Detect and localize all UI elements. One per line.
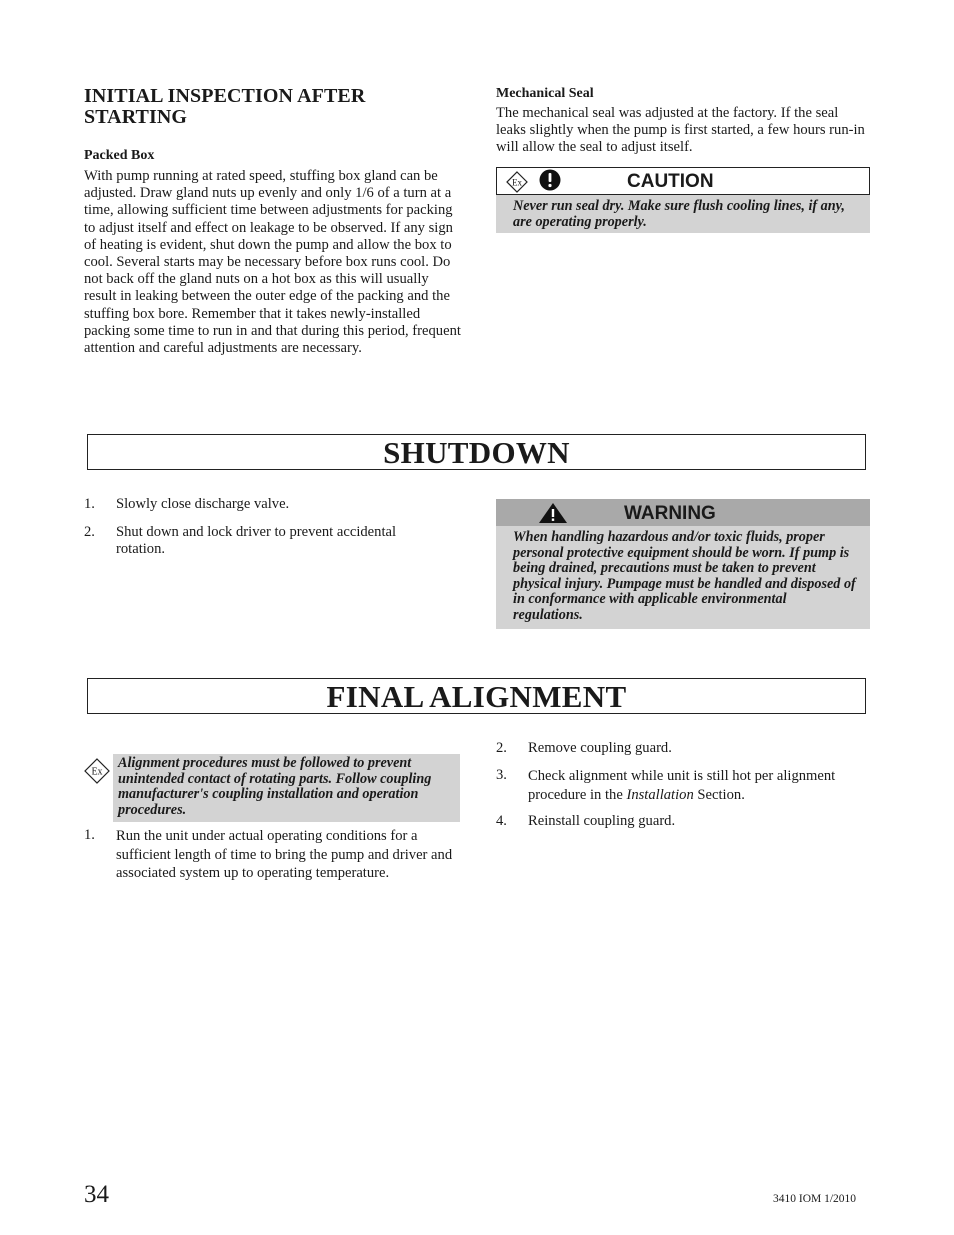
warning-text: When handling hazardous and/or toxic fluids, proper personal protective equipment should be worn. If pump is being drained, precautions must be taken to prevent physical injury. Pumpage must be handled and disposed of in conformance with applicable environmental regulations. — [513, 529, 856, 623]
document-id: 3410 IOM 1/2010 — [773, 1193, 857, 1205]
step-text-part: Section. — [693, 787, 745, 803]
step-number: 4. — [496, 813, 507, 829]
final-alignment-title: FINAL ALIGNMENT — [326, 679, 627, 714]
exclamation-icon — [539, 169, 561, 191]
warning-box — [496, 499, 870, 629]
initial-inspection-heading: INITIAL INSPECTION AFTER STARTING — [84, 85, 366, 128]
warning-label: WARNING — [624, 503, 716, 524]
step-number: 2. — [84, 524, 95, 540]
step-text: Shut down and lock driver to prevent accidental rotation. — [116, 524, 397, 558]
shutdown-step — [84, 524, 434, 560]
step-number: 3. — [496, 767, 507, 783]
alignment-note: Alignment procedures must be followed to prevent unintended contact of rotating parts. Follow coupling manufacturer's coupling installation and operation procedures. — [113, 754, 460, 822]
step-text: Remove coupling guard. — [528, 740, 672, 756]
packed-box-subheading: Packed Box — [84, 148, 155, 163]
warning-triangle-icon — [538, 502, 568, 524]
step-number: 2. — [496, 740, 507, 756]
packed-box-paragraph: With pump running at rated speed, stuffing box gland can be adjusted. Draw gland nuts up evenly and only 1/6 of a turn at a time, allowing sufficient time between adjustments for packing to adjust itself and effect on leakage to be observed. If any sign of heating is evident, shut down the pump and allow the box to cool. Several starts may be necessary before box runs cool. Do not back off the gland nuts on a hot box as this will usually result in leaking between the outer edge of the packing and the stuffing box bore. Remember that it takes newly-installed packing some time to run in and that during this period, frequent attention and careful adjustments are necessary. — [84, 168, 461, 357]
step-text: Slowly close discharge valve. — [116, 496, 290, 512]
warning-header — [496, 499, 870, 526]
caution-box — [496, 167, 870, 233]
final-alignment-section-header — [87, 678, 866, 714]
ex-icon — [84, 758, 110, 784]
step-text: Reinstall coupling guard. — [528, 813, 676, 829]
shutdown-step — [84, 496, 462, 514]
svg-text:Ex: Ex — [91, 766, 103, 778]
step-text-part: Check alignment while unit is still hot per alignment procedure in the — [528, 768, 836, 803]
installation-reference: Installation — [626, 787, 694, 803]
step-text: Run the unit under actual operating conditions for a sufficient length of time to bring the pump and driver and associated system up to operating temperature. — [116, 828, 453, 881]
ex-icon — [506, 171, 528, 193]
step-text — [528, 767, 866, 805]
svg-text:Ex: Ex — [512, 177, 522, 188]
step-number: 1. — [84, 496, 95, 512]
shutdown-section-header — [87, 434, 866, 470]
alignment-step — [496, 813, 866, 831]
page-number: 34 — [84, 1181, 109, 1208]
alignment-step — [496, 740, 866, 758]
caution-text: Never run seal dry. Make sure flush cooling lines, if any, are operating properly. — [513, 198, 845, 230]
caution-label: CAUTION — [627, 171, 714, 192]
mechanical-seal-subheading: Mechanical Seal — [496, 86, 594, 101]
caution-header — [496, 167, 870, 195]
alignment-step — [84, 827, 462, 881]
mechanical-seal-paragraph: The mechanical seal was adjusted at the factory. If the seal leaks slightly when the pump is first started, a few hours run-in will allow the seal to adjust itself. — [496, 105, 865, 156]
step-number: 1. — [84, 827, 95, 843]
alignment-step — [496, 767, 866, 805]
shutdown-title: SHUTDOWN — [383, 435, 570, 470]
